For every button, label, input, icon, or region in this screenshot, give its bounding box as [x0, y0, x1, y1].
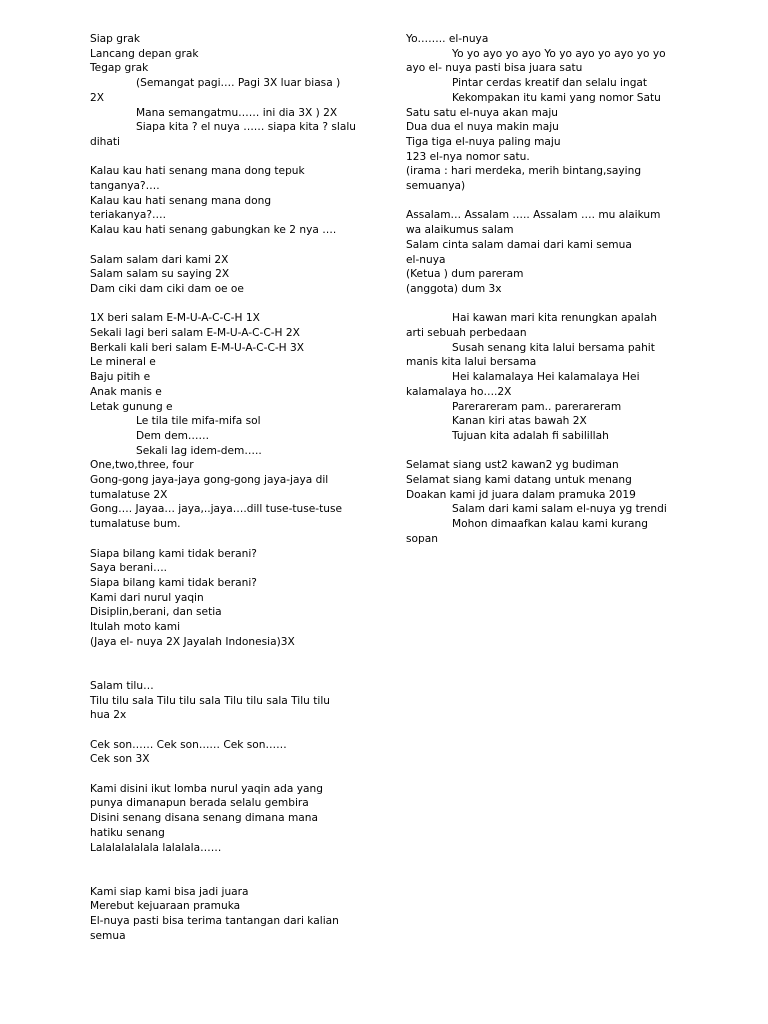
text-line: semua	[90, 929, 126, 942]
text-line: dihati	[90, 135, 120, 148]
text-line: Tiga tiga el-nuya paling maju	[406, 135, 561, 148]
block-beri-salam	[90, 311, 362, 532]
text-line: Kalau kau hati senang gabungkan ke 2 nya ….	[90, 224, 337, 237]
text-line: Dua dua el nuya makin maju	[406, 121, 559, 134]
text-line: Baju pitih e	[90, 371, 151, 384]
block-kalau-kau-hati-senang	[90, 164, 362, 238]
text-line: Disini senang disana senang dimana mana	[90, 812, 319, 825]
block-salam-tilu	[90, 679, 362, 723]
text-line: semuanya)	[406, 180, 466, 193]
block-kami-siap	[90, 885, 362, 944]
text-line: Le tila tile mifa-mifa sol	[136, 415, 261, 428]
text-line: Merebut kejuaraan pramuka	[90, 900, 241, 913]
text-line: tumalatuse bum.	[90, 518, 181, 531]
text-line: Salam tilu…	[90, 679, 154, 692]
text-line: Hei kalamalaya Hei kalamalaya Hei	[452, 371, 640, 384]
text-line: manis kita lalui bersama	[406, 356, 537, 369]
text-line: Pintar cerdas kreatif dan selalu ingat	[452, 77, 648, 90]
text-line: Sekali lag idem-dem…..	[136, 444, 262, 457]
text-line: Salam salam su saying 2X	[90, 268, 230, 281]
text-line: hua 2x	[90, 709, 127, 722]
text-line: Hai kawan mari kita renungkan apalah	[452, 312, 657, 325]
text-line: Satu satu el-nuya akan maju	[406, 106, 559, 119]
block-cek-son	[90, 738, 362, 767]
text-line: Assalam… Assalam ….. Assalam …. mu alaikum	[406, 209, 661, 222]
text-line: Letak gunung e	[90, 400, 173, 413]
text-line: Yo…….. el-nuya	[406, 33, 489, 45]
text-line: 2X	[90, 91, 104, 104]
text-line: Doakan kami jd juara dalam pramuka 2019	[406, 488, 636, 501]
text-line: Mohon dimaafkan kalau kami kurang	[452, 518, 648, 531]
text-line: Tilu tilu sala Tilu tilu sala Tilu tilu sala Tilu tilu	[90, 694, 331, 707]
text-line: Siap grak	[90, 33, 140, 45]
text-line: wa alaikumus salam	[406, 224, 514, 237]
text-line: Susah senang kita lalui bersama pahit	[452, 341, 655, 354]
text-line: Kanan kiri atas bawah 2X	[452, 415, 587, 428]
text-line: (irama : hari merdeka, merih bintang,saying	[406, 165, 642, 178]
text-line: Dem dem……	[136, 429, 210, 442]
block-hai-kawan	[406, 311, 684, 443]
block-assalam	[406, 208, 684, 296]
text-line: Selamat siang kami datang untuk menang	[406, 474, 632, 487]
text-line: (Semangat pagi…. Pagi 3X luar biasa )	[136, 77, 341, 90]
text-line: Siapa bilang kami tidak berani?	[90, 547, 257, 560]
text-line: Kalau kau hati senang mana dong tepuk	[90, 165, 305, 178]
text-line: Anak manis e	[90, 385, 162, 398]
text-line: kalamalaya ho….2X	[406, 385, 512, 398]
text-line: (Jaya el- nuya 2X Jayalah Indonesia)3X	[90, 635, 295, 648]
text-line: Gong-gong jaya-jaya gong-gong jaya-jaya dil	[90, 474, 329, 487]
text-line: teriakanya?….	[90, 209, 166, 222]
text-line: Salam dari kami salam el-nuya yg trendi	[452, 503, 667, 516]
text-line: Lancang depan grak	[90, 47, 199, 60]
text-line: 123 el-nya nomor satu.	[406, 150, 530, 163]
block-siap-grak	[90, 32, 362, 150]
text-line: Mana semangatmu…… ini dia 3X ) 2X	[136, 106, 338, 119]
text-line: sopan	[406, 532, 438, 545]
text-line: Le mineral e	[90, 356, 156, 369]
text-line: 1X beri salam E-M-U-A-C-C-H 1X	[90, 312, 260, 325]
text-line: (Ketua ) dum pareram	[406, 268, 524, 281]
text-line: Tujuan kita adalah fi sabilillah	[452, 429, 609, 442]
text-line: hatiku senang	[90, 826, 165, 839]
text-line: Disiplin,berani, dan setia	[90, 606, 222, 619]
text-line: Sekali lagi beri salam E-M-U-A-C-C-H 2X	[90, 327, 300, 340]
text-line: ayo el- nuya pasti bisa juara satu	[406, 62, 583, 75]
block-siapa-bilang	[90, 547, 362, 650]
text-line: Siapa bilang kami tidak berani?	[90, 576, 257, 589]
block-kami-disini	[90, 782, 362, 856]
text-line: Parerareram pam.. parerareram	[452, 400, 622, 413]
text-line: punya dimanapun berada selalu gembira	[90, 797, 309, 810]
text-line: arti sebuah perbedaan	[406, 327, 527, 340]
text-line: Lalalalalalala lalalala……	[90, 841, 222, 854]
text-line: Salam cinta salam damai dari kami semua	[406, 238, 632, 251]
text-line: Cek son…… Cek son…… Cek son……	[90, 738, 287, 751]
text-line: Salam salam dari kami 2X	[90, 253, 229, 266]
text-line: El-nuya pasti bisa terima tantangan dari kalian	[90, 915, 339, 928]
block-salam-salam	[90, 253, 362, 297]
text-line: tanganya?….	[90, 180, 160, 193]
text-line: Berkali kali beri salam E-M-U-A-C-C-H 3X	[90, 341, 305, 354]
text-line: Itulah moto kami	[90, 621, 181, 634]
text-line: Yo yo ayo yo ayo Yo yo ayo yo ayo yo yo	[452, 47, 666, 60]
text-line: Kami dari nurul yaqin	[90, 591, 204, 604]
text-line: tumalatuse 2X	[90, 488, 168, 501]
text-line: Siapa kita ? el nuya …… siapa kita ? slalu	[136, 121, 356, 134]
text-line: One,two,three, four	[90, 459, 194, 472]
text-line: Kalau kau hati senang mana dong	[90, 194, 272, 207]
left-column	[90, 32, 362, 943]
text-line: Kami disini ikut lomba nurul yaqin ada yang	[90, 782, 323, 795]
text-line: Selamat siang ust2 kawan2 yg budiman	[406, 459, 619, 472]
text-line: Kami siap kami bisa jadi juara	[90, 885, 249, 898]
text-line: Tegap grak	[90, 62, 149, 75]
text-line: Cek son 3X	[90, 753, 150, 766]
block-yo-el-nuya	[406, 32, 684, 194]
block-selamat-siang	[406, 458, 684, 546]
text-line: Gong…. Jayaa… jaya,..jaya….dill tuse-tuse-tuse	[90, 503, 343, 516]
text-line: Saya berani….	[90, 562, 168, 575]
text-line: Dam ciki dam ciki dam oe oe	[90, 282, 244, 295]
text-line: el-nuya	[406, 253, 446, 266]
right-column	[406, 32, 684, 547]
text-line: Kekompakan itu kami yang nomor Satu	[452, 91, 661, 104]
text-line: (anggota) dum 3x	[406, 282, 502, 295]
